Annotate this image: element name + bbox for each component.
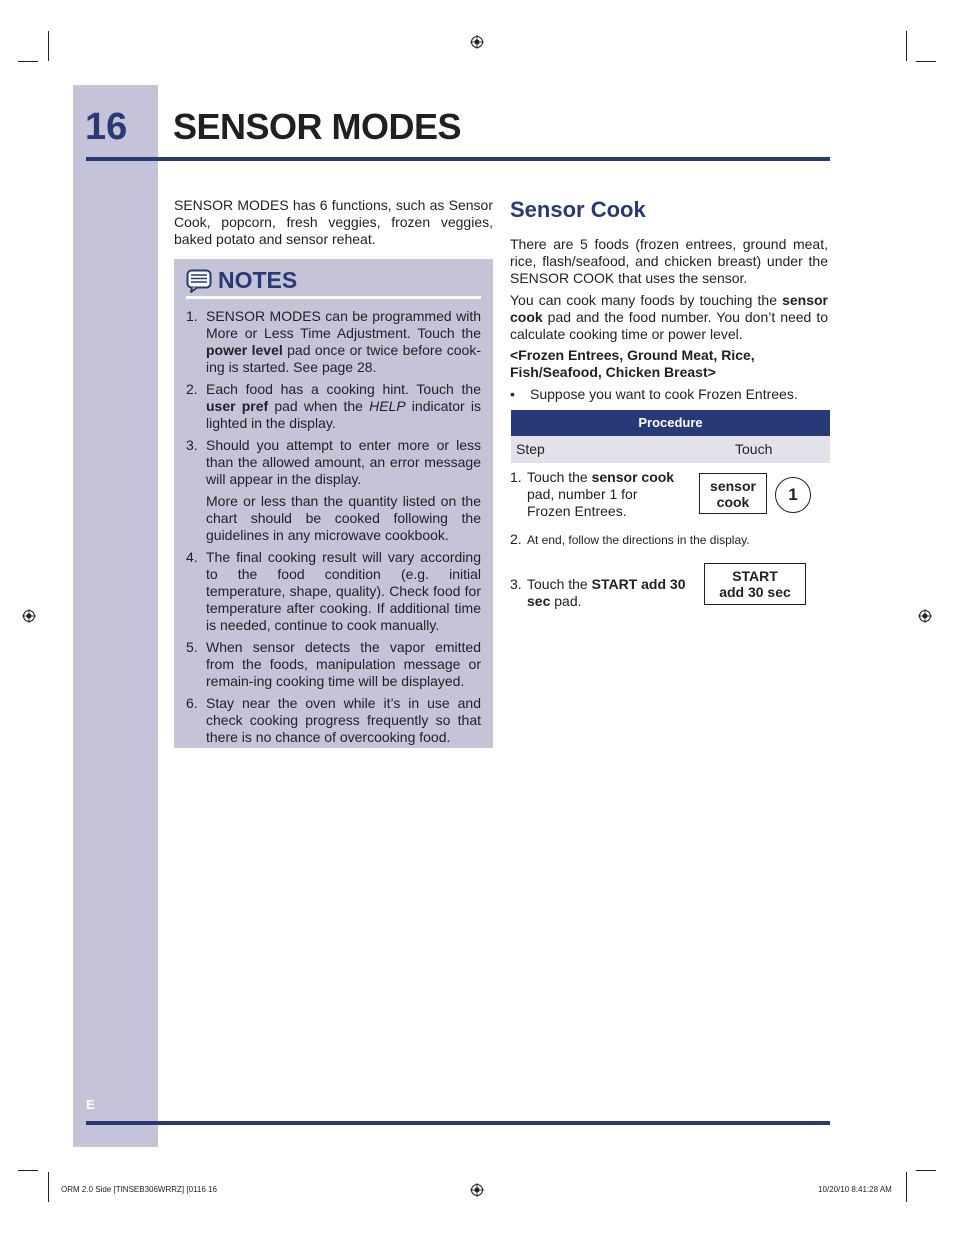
- note-text: The final cooking result will vary according to the food condition (e.g. initial temperature, shape, quality). Check food for temperature after cooking. If additional time is needed, continue to cook manually.: [206, 549, 481, 633]
- column-header-step: Step: [516, 441, 545, 457]
- note-text: Each food has a cooking hint. Touch the user pref pad when the HELP indicator is lighted in the display.: [206, 381, 481, 431]
- registration-mark-icon: [470, 1183, 484, 1197]
- note-number: 5.: [186, 639, 198, 655]
- page-number: 16: [85, 106, 128, 148]
- sensor-cook-key: sensor cook: [699, 473, 767, 514]
- page-title: SENSOR MODES: [173, 106, 462, 147]
- notepad-icon: [186, 269, 212, 293]
- notes-rule: [186, 296, 481, 299]
- sensor-cook-paragraph: You can cook many foods by touching the sensor cook pad and the food number. You don’t need to calculate cooking time or power level.: [510, 292, 828, 342]
- crop-mark: [906, 1172, 907, 1202]
- procedure-header: Procedure: [511, 410, 830, 436]
- note-text: When sensor detects the vapor emitted from the foods, manipulation message or remain-ing cooking time will be displayed.: [206, 639, 481, 689]
- intro-paragraph: SENSOR MODES has 6 functions, such as Sensor Cook, popcorn, fresh veggies, frozen veggies, baked potato and sensor reheat.: [174, 197, 493, 247]
- footer-rule: [86, 1121, 830, 1125]
- crop-mark: [48, 31, 49, 61]
- list-item: [186, 437, 481, 544]
- note-number: 2.: [186, 381, 198, 397]
- procedure-column-headers: [511, 436, 830, 463]
- bullet-item: • Suppose you want to cook Frozen Entrees.: [510, 386, 798, 402]
- note-text: SENSOR MODES can be programmed with More or Less Time Adjustment. Touch the power level pad once or twice before cook-ing is started. See page 28.: [206, 308, 481, 375]
- crop-mark: [18, 1170, 38, 1171]
- note-text: Stay near the oven while it’s in use and check cooking progress frequently so that there is no chance of overcooking food.: [206, 695, 481, 745]
- notes-list: [186, 308, 481, 751]
- procedure-step-2: 2. At end, follow the directions in the display.: [510, 531, 750, 547]
- language-marker: E: [86, 1097, 95, 1112]
- note-text: Should you attempt to enter more or less than the allowed amount, an error message will appear in the display. More or less than the quantity listed on the chart should be cooked following the guidelines in any microwave cookbook.: [206, 437, 481, 543]
- procedure-step-1: 1. Touch the sensor cook pad, number 1 for Frozen Entrees.: [510, 469, 675, 519]
- step-number: 3.: [510, 576, 522, 592]
- column-header-touch: Touch: [735, 441, 773, 457]
- number-1-key: 1: [775, 477, 811, 513]
- note-number: 4.: [186, 549, 198, 565]
- notes-heading: [186, 267, 297, 294]
- note-number: 3.: [186, 437, 198, 453]
- notes-box: [174, 259, 493, 748]
- procedure-step-3: 3. Touch the START add 30 sec pad.: [510, 576, 686, 609]
- crop-mark: [906, 31, 907, 61]
- list-item: [186, 695, 481, 746]
- registration-mark-icon: [22, 609, 36, 623]
- list-item: [186, 308, 481, 376]
- header-rule: [86, 157, 830, 161]
- start-add-30-sec-key: START add 30 sec: [704, 563, 806, 605]
- crop-mark: [916, 61, 936, 62]
- note-number: 6.: [186, 695, 198, 711]
- list-item: [186, 639, 481, 690]
- crop-mark: [916, 1170, 936, 1171]
- section-title: Sensor Cook: [510, 197, 646, 222]
- side-tab: [73, 85, 158, 1147]
- list-item: [186, 549, 481, 634]
- note-extra: More or less than the quantity listed on the chart should be cooked following the guidelines in any microwave cookbook.: [206, 493, 481, 543]
- print-slug-right: 10/20/10 8:41:28 AM: [818, 1185, 892, 1194]
- list-item: [186, 381, 481, 432]
- crop-mark: [18, 61, 38, 62]
- food-subheading: <Frozen Entrees, Ground Meat, Rice, Fish/Seafood, Chicken Breast>: [510, 347, 755, 380]
- print-slug-left: ORM 2.0 Side [TINSEB306WRRZ] [0116 16: [61, 1185, 217, 1194]
- sensor-cook-paragraph: There are 5 foods (frozen entrees, ground meat, rice, flash/seafood, and chicken breast) under the SENSOR COOK that uses the sensor.: [510, 236, 828, 286]
- bullet-mark: •: [510, 386, 515, 402]
- note-number: 1.: [186, 308, 198, 324]
- step-number: 2.: [510, 531, 522, 547]
- registration-mark-icon: [470, 35, 484, 49]
- step-number: 1.: [510, 469, 522, 485]
- registration-mark-icon: [918, 609, 932, 623]
- notes-title: NOTES: [218, 267, 298, 293]
- crop-mark: [48, 1172, 49, 1202]
